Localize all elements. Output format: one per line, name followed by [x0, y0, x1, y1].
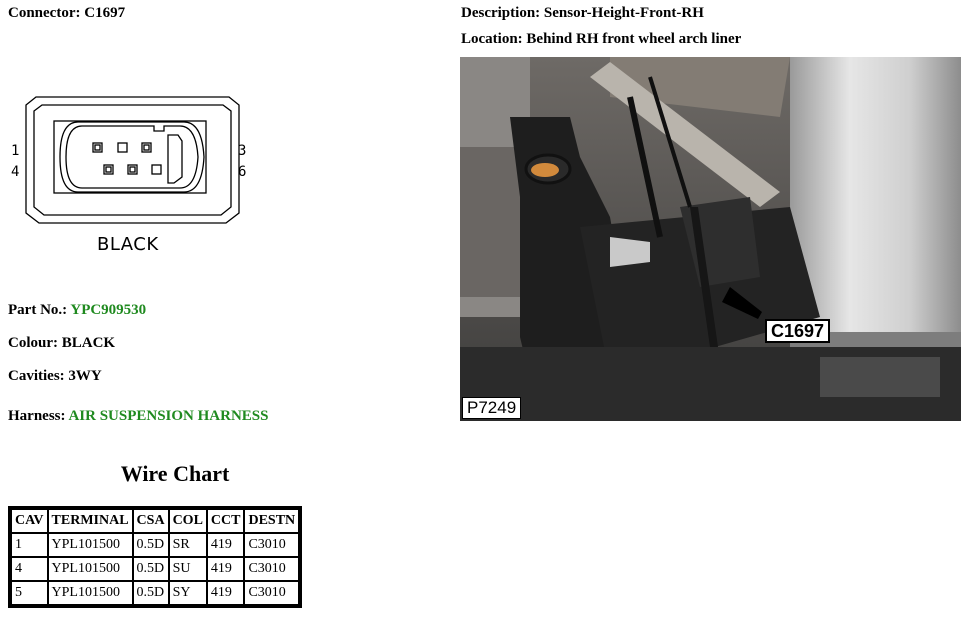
cell-terminal: YPL101500 — [49, 534, 132, 556]
cell-csa: 0.5D — [134, 534, 168, 556]
table-row — [12, 558, 298, 580]
cell-cct: 419 — [208, 534, 244, 556]
location-photo-illustration — [460, 57, 961, 421]
table-row — [12, 534, 298, 556]
cavities-label: Cavities: — [8, 368, 65, 384]
part-no-line — [8, 302, 146, 319]
cell-terminal: YPL101500 — [49, 558, 132, 580]
cell-cav: 4 — [12, 558, 47, 580]
column-header-cct: CCT — [208, 510, 244, 532]
cell-col: SY — [170, 582, 206, 604]
cavities-line — [8, 368, 102, 385]
cell-cct: 419 — [208, 558, 244, 580]
cavities-value: 3WY — [68, 368, 102, 384]
column-header-destn: DESTN — [245, 510, 298, 532]
cell-cct: 419 — [208, 582, 244, 604]
connector-outline — [4, 95, 254, 227]
part-no-link[interactable]: YPC909530 — [70, 302, 147, 318]
pin-label-6: 6 — [238, 164, 247, 180]
part-no-label: Part No.: — [8, 302, 68, 318]
connector-value: C1697 — [84, 5, 126, 21]
cell-csa: 0.5D — [134, 582, 168, 604]
column-header-csa: CSA — [134, 510, 168, 532]
pin-label-3: 3 — [238, 143, 247, 159]
location-line — [461, 31, 741, 48]
pin-label-1: 1 — [11, 143, 20, 159]
column-header-col: COL — [170, 510, 206, 532]
cell-destn: C3010 — [245, 582, 298, 604]
pin-label-4: 4 — [11, 164, 20, 180]
cell-destn: C3010 — [245, 558, 298, 580]
harness-line — [8, 408, 269, 425]
cell-cav: 1 — [12, 534, 47, 556]
location-photo — [460, 57, 961, 421]
location-label: Location: — [461, 31, 523, 47]
table-row — [12, 582, 298, 604]
colour-label: Colour: — [8, 335, 58, 351]
wire-chart-table — [8, 506, 302, 608]
cell-col: SR — [170, 534, 206, 556]
cell-col: SU — [170, 558, 206, 580]
connector-colour-label: BLACK — [97, 234, 159, 255]
photo-callout-c1697: C1697 — [765, 319, 830, 343]
table-header-row — [12, 510, 298, 532]
column-header-cav: CAV — [12, 510, 47, 532]
photo-reference-number: P7249 — [462, 397, 521, 419]
cell-cav: 5 — [12, 582, 47, 604]
cell-terminal: YPL101500 — [49, 582, 132, 604]
connector-heading — [8, 5, 125, 22]
description-line — [461, 5, 704, 22]
wire-chart-title: Wire Chart — [120, 461, 230, 486]
cell-csa: 0.5D — [134, 558, 168, 580]
harness-label: Harness: — [8, 408, 66, 424]
harness-link[interactable]: AIR SUSPENSION HARNESS — [68, 408, 269, 424]
column-header-terminal: TERMINAL — [49, 510, 132, 532]
description-label: Description: — [461, 5, 541, 21]
cell-destn: C3010 — [245, 534, 298, 556]
colour-value: BLACK — [61, 335, 116, 351]
colour-line — [8, 335, 115, 352]
description-value: Sensor-Height-Front-RH — [543, 5, 704, 21]
connector-label: Connector: — [8, 5, 81, 21]
location-value: Behind RH front wheel arch liner — [526, 31, 742, 47]
